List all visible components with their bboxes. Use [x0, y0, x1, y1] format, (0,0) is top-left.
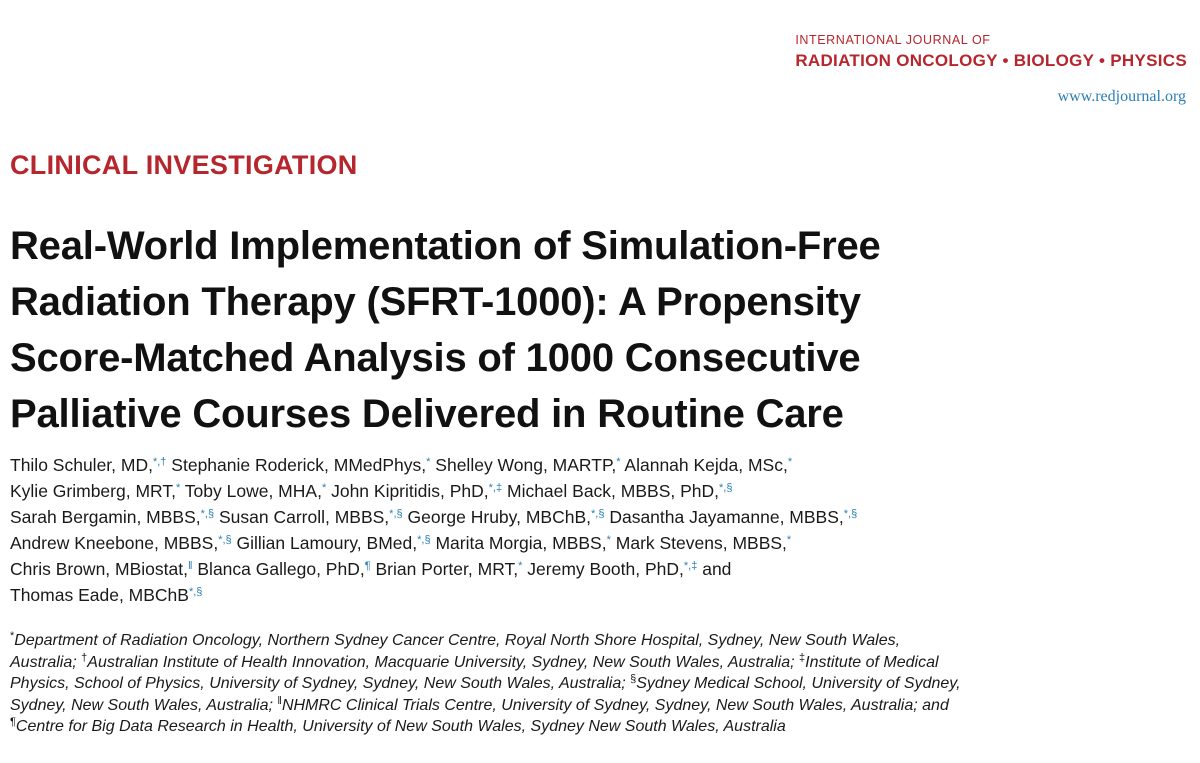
author-name: Mark Stevens, MBBS, [610, 533, 787, 553]
title-line: Palliative Courses Delivered in Routine Care [10, 392, 844, 436]
author-name: Shelley Wong, MARTP, [430, 455, 617, 475]
affiliation-marker[interactable]: *,§ [188, 586, 203, 598]
journal-kicker: INTERNATIONAL JOURNAL OF [795, 33, 991, 47]
affiliation-marker[interactable]: *,† [152, 456, 167, 468]
author-name: Gillian Lamoury, BMed, [231, 533, 418, 553]
journal-name: RADIATION ONCOLOGY • BIOLOGY • PHYSICS [795, 51, 1187, 70]
author-name: Toby Lowe, MHA, [180, 481, 322, 501]
affiliation-marker[interactable]: * [786, 534, 792, 546]
author-name: Stephanie Roderick, MMedPhys, [166, 455, 427, 475]
affiliation-line [10, 716, 1180, 738]
title-line: Radiation Therapy (SFRT-1000): A Propensity [10, 280, 861, 324]
author-name: Chris Brown, MBiostat, [10, 559, 188, 579]
affiliation-marker[interactable]: *,§ [719, 482, 733, 494]
affiliation-marker[interactable]: *,§ [591, 508, 605, 520]
affiliation-marker[interactable]: *,§ [417, 534, 431, 546]
affiliation-marker[interactable]: * [321, 482, 327, 494]
journal-masthead [795, 33, 1187, 71]
affiliation-marker[interactable]: * [426, 456, 431, 468]
article-title [10, 218, 1110, 442]
journal-url[interactable]: www.redjournal.org [1057, 88, 1186, 105]
affiliation-text: Department of Radiation Oncology, Northern Sydney Cancer Centre, Royal North Shore Hospital, Sydney, New South Wales, [14, 632, 901, 649]
affiliation-text: Centre for Big Data Research in Health, University of New South Wales, Sydney New South Wales, Australia [15, 718, 786, 735]
author-line [10, 452, 1160, 478]
affiliation-marker[interactable]: ¶ [364, 560, 371, 572]
section-heading: CLINICAL INVESTIGATION [10, 150, 358, 180]
author-name: Jeremy Booth, PhD, [522, 559, 684, 579]
author-name: George Hruby, MBChB, [402, 507, 591, 527]
affiliation-marker[interactable]: * [518, 560, 523, 572]
affiliation-text: Sydney Medical School, University of Sydney, [636, 675, 961, 692]
author-line [10, 556, 1160, 582]
affiliation-line [10, 673, 1180, 695]
affiliation-marker[interactable]: *,‡ [683, 560, 698, 572]
author-line [10, 582, 1160, 608]
affiliation-marker[interactable]: * [616, 456, 621, 468]
author-name: Andrew Kneebone, MBBS, [10, 533, 219, 553]
author-name: Alannah Kejda, MSc, [620, 455, 788, 475]
affiliation-marker[interactable]: *,§ [389, 508, 403, 520]
author-name: Thomas Eade, MBChB [10, 585, 189, 605]
affiliation-text: NHMRC Clinical Trials Centre, University of Sydney, Sydney, New South Wales, Australia; and [281, 696, 949, 714]
affiliation-marker[interactable]: *,§ [218, 534, 232, 546]
affiliation-marker[interactable]: *,‡ [488, 482, 503, 494]
author-line [10, 504, 1160, 530]
author-line [10, 530, 1160, 556]
affiliation-symbol: ‖ [277, 694, 282, 707]
affiliation-marker[interactable]: *,§ [843, 508, 858, 520]
affiliation-text: Australia; [10, 653, 82, 671]
affiliation-text: Australian Institute of Health Innovation, Macquarie University, Sydney, New South Wales, Australia; [87, 653, 800, 671]
affiliation-text: Institute of Medical [805, 653, 939, 671]
title-line: Real-World Implementation of Simulation-Free [10, 224, 881, 268]
title-line: Score-Matched Analysis of 1000 Consecutive [10, 336, 861, 380]
affiliation-line [10, 695, 1180, 717]
affiliation-symbol: † [81, 651, 88, 664]
affiliation-marker[interactable]: * [175, 482, 181, 494]
affiliation-marker[interactable]: * [606, 534, 611, 546]
author-name: Thilo Schuler, MD, [10, 455, 153, 475]
author-list [10, 452, 1160, 608]
affiliation-marker[interactable]: ‖ [187, 560, 193, 572]
affiliation-symbol: § [630, 673, 637, 685]
author-name: Michael Back, MBBS, PhD, [502, 481, 720, 501]
affiliation-line [10, 630, 1180, 652]
author-name: John Kipritidis, PhD, [326, 481, 489, 501]
author-name: Dasantha Jayamanne, MBBS, [604, 507, 844, 527]
affiliation-line [10, 652, 1180, 674]
author-name: Susan Carroll, MBBS, [214, 507, 390, 527]
affiliation-list [10, 630, 1180, 738]
affiliation-text: Sydney, New South Wales, Australia; [10, 696, 278, 714]
author-name: Marita Morgia, MBBS, [430, 533, 607, 553]
affiliation-symbol: ‡ [799, 651, 806, 664]
author-name: Sarah Bergamin, MBBS, [10, 507, 201, 527]
author-name: Kylie Grimberg, MRT, [10, 481, 176, 501]
author-name: Blanca Gallego, PhD, [192, 559, 365, 579]
affiliation-marker[interactable]: * [787, 456, 793, 468]
author-name: and [697, 559, 732, 579]
affiliation-symbol: * [10, 630, 15, 642]
affiliation-text: Physics, School of Physics, University of Sydney, Sydney, New South Wales, Australia; [10, 675, 631, 692]
author-name: Brian Porter, MRT, [370, 559, 519, 579]
author-line [10, 478, 1160, 504]
affiliation-marker[interactable]: *,§ [200, 508, 215, 520]
affiliation-symbol: ¶ [10, 716, 16, 728]
